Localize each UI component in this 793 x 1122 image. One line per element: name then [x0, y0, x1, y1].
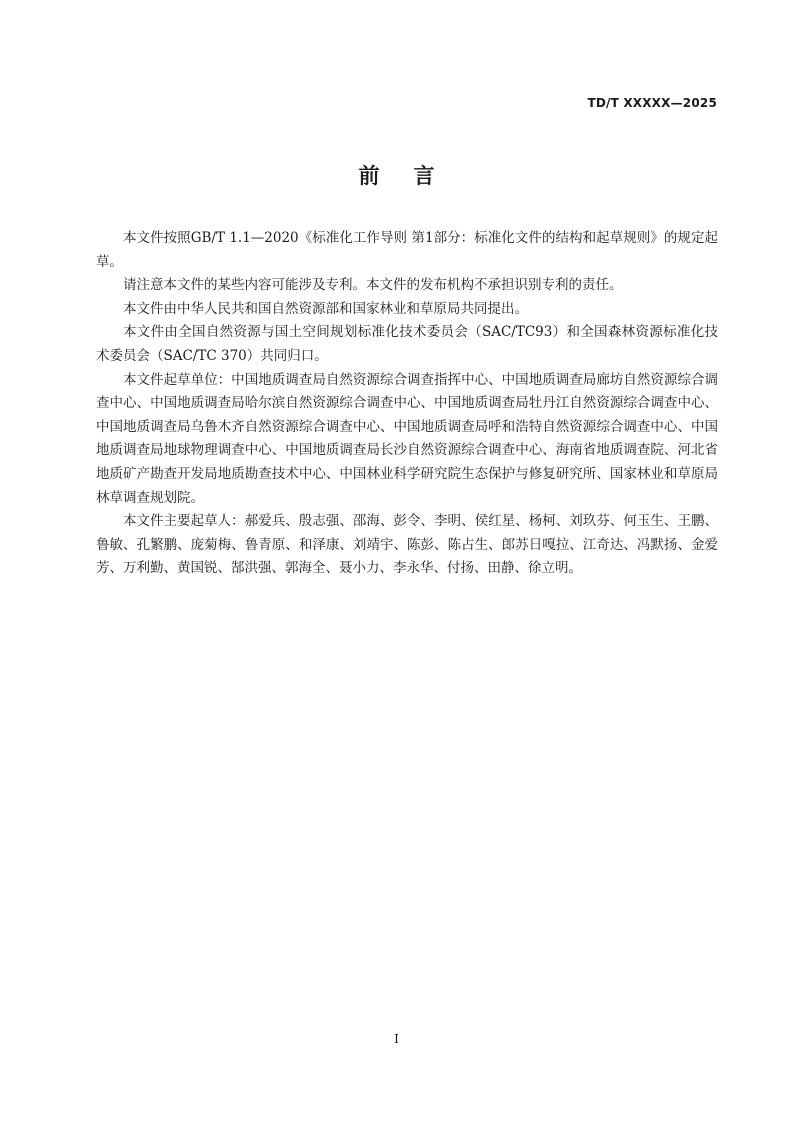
document-code: TD/T XXXXX—2025: [587, 96, 717, 110]
document-body: [96, 227, 718, 581]
paragraph-proposed-by: 本文件由中华人民共和国自然资源部和国家林业和草原局共同提出。: [123, 300, 528, 317]
paragraph-drafting-units: 本文件起草单位：中国地质调查局自然资源综合调查指挥中心、中国地质调查局廊坊自然资源综合调查中心、中国地质调查局哈尔滨自然资源综合调查中心、中国地质调查局牡丹江自然资源综合调查中心、中国地质调查局乌鲁木齐自然资源综合调查中心、中国地质调查局呼和浩特自然资源综合调查中心、中国地质调查局地球物理调查中心、中国地质调查局长沙自然资源综合调查中心、海南省地质调查院、河北省地质矿产勘查开发局地质勘查技术中心、中国林业科学研究院生态保护与修复研究所、国家林业和草原局林草调查规划院。: [96, 371, 718, 506]
page-title: 前言: [358, 164, 469, 188]
paragraph-main-drafters: 本文件主要起草人：郝爱兵、殷志强、邵海、彭令、李明、侯红星、杨柯、刘玖芬、何玉生、王鹏、鲁敏、孔繁鹏、庞菊梅、鲁青原、和泽康、刘靖宇、陈彭、陈占生、郎苏日嘎拉、江奇达、冯默扬、金爱芳、万利勤、黄国锐、郜洪强、郭海全、聂小力、李永华、付扬、田静、徐立明。: [96, 513, 718, 577]
page-number: I: [394, 1032, 399, 1046]
paragraph-drafting-rules: 本文件按照GB/T 1.1—2020《标准化工作导则 第1部分：标准化文件的结构和起草规则》的规定起草。: [96, 230, 718, 270]
paragraph-under-jurisdiction: 本文件由全国自然资源与国土空间规划标准化技术委员会（SAC/TC93）和全国森林资源标准化技术委员会（SAC/TC 370）共同归口。: [96, 324, 718, 364]
paragraph-patent-notice: 请注意本文件的某些内容可能涉及专利。本文件的发布机构不承担识别专利的责任。: [123, 277, 623, 294]
